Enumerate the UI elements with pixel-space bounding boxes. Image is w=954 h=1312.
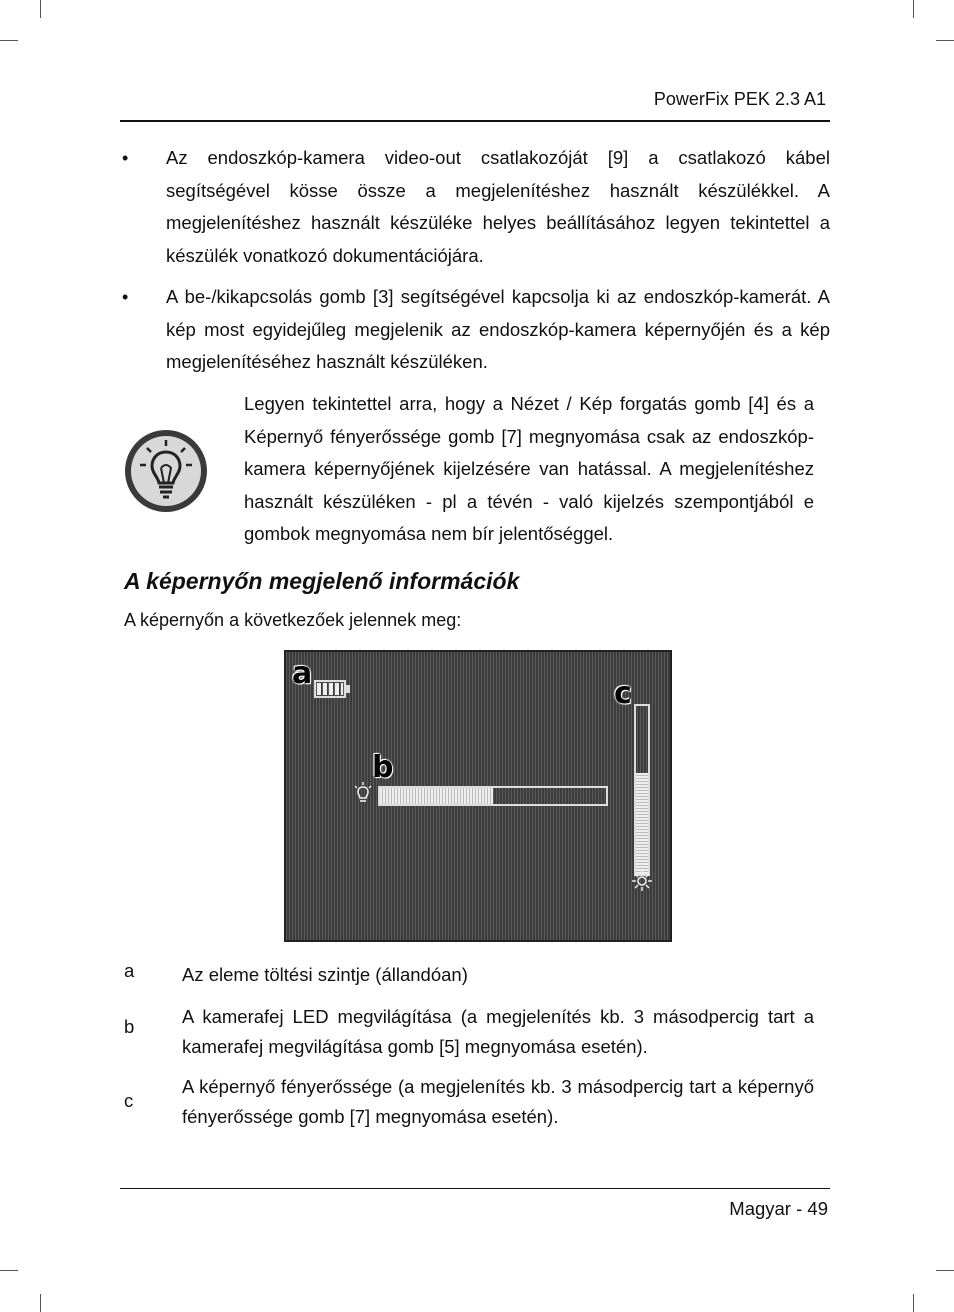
- led-level: [380, 788, 493, 804]
- brightness-bar: [634, 704, 650, 876]
- label-a: a: [292, 656, 313, 691]
- header-rule: [120, 120, 830, 122]
- battery-icon: [314, 680, 346, 698]
- crop-mark: [913, 0, 914, 18]
- header-title: PowerFix PEK 2.3 A1: [653, 89, 826, 109]
- legend-text: Az eleme töltési szintje (állandóan): [182, 964, 468, 985]
- crop-mark: [0, 40, 18, 41]
- bullet-dot: •: [122, 287, 129, 307]
- crop-mark: [40, 1294, 41, 1312]
- led-bar: [378, 786, 608, 806]
- section-intro: A képernyőn a következőek jelennek meg:: [124, 610, 462, 630]
- section-heading: A képernyőn megjelenő információk: [124, 568, 520, 594]
- footer-rule: [120, 1188, 830, 1189]
- battery-level: [317, 683, 343, 695]
- crop-mark: [913, 1294, 914, 1312]
- crop-mark: [0, 1270, 18, 1271]
- legend-text: A képernyő fényerőssége (a megjelenítés kb. 3 másodpercig tart a képernyő fényerőssége gomb [7] megnyomása esetén).: [182, 1076, 814, 1127]
- screen-display: [284, 650, 672, 942]
- bullet-item: [122, 281, 830, 379]
- lightbulb-icon: [123, 428, 209, 514]
- crop-mark: [40, 0, 41, 18]
- note-text: Legyen tekintettel arra, hogy a Nézet / Kép forgatás gomb [4] és a Képernyő fényerőssége gomb [7] megnyomása csak az endoszkóp-kamera képernyőjének kijelzésére van hatással. A megjelenítéshez használt készüléken - pl a tévén - való kijelzés szempontjából e gombok megnyomása nem bír jelentőséggel.: [244, 393, 814, 544]
- sun-icon: [631, 870, 653, 892]
- bullet-text: Az endoszkóp-kamera video-out csatlakozóját [9] a csatlakozó kábel segítségével kösse össze a megjelenítéshez használt készülékkel. A megjelenítéshez használt készüléke helyes beállításához legyen tekintettel a készülék vonatkozó dokumentációjára.: [166, 147, 830, 266]
- brightness-level: [636, 773, 648, 874]
- led-icon: [354, 782, 372, 804]
- label-b: b: [372, 750, 394, 785]
- crop-mark: [936, 1270, 954, 1271]
- label-c: c: [614, 676, 632, 711]
- bullet-text: A be-/kikapcsolás gomb [3] segítségével kapcsolja ki az endoszkóp-kamerát. A kép most egyidejűleg megjelenik az endoszkóp-kamera képernyőjén és a kép megjelenítéséhez használt készüléken.: [166, 286, 830, 372]
- bullet-item: [122, 142, 830, 272]
- legend-key: c: [124, 1090, 134, 1111]
- footer-page-number: Magyar - 49: [729, 1198, 828, 1219]
- crop-mark: [936, 40, 954, 41]
- bullet-dot: •: [122, 148, 129, 168]
- legend-text: A kamerafej LED megvilágítása (a megjelenítés kb. 3 másodpercig tart a kamerafej megvilágítása gomb [5] megnyomása esetén).: [182, 1006, 814, 1057]
- legend-key: b: [124, 1016, 135, 1037]
- legend-key: a: [124, 960, 135, 981]
